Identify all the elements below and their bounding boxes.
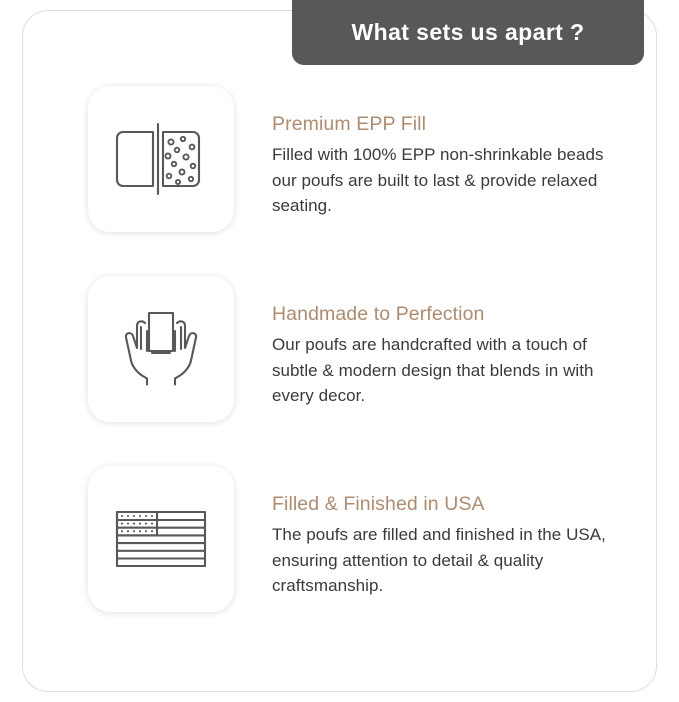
page-title: What sets us apart ?	[351, 19, 585, 45]
header-badge	[292, 0, 644, 65]
handmade-hands-icon	[111, 301, 211, 397]
feature-text	[234, 466, 616, 599]
feature-description: Our poufs are handcrafted with a touch of subtle & modern design that blends in with every decor.	[272, 335, 594, 406]
list-item	[0, 86, 679, 232]
feature-text	[234, 86, 616, 219]
feature-list	[0, 86, 679, 656]
feature-text	[234, 276, 616, 409]
feature-title: Filled & Finished in USA	[272, 493, 485, 515]
icon-tile	[88, 86, 234, 232]
usa-flag-icon	[109, 500, 213, 578]
icon-tile	[88, 466, 234, 612]
list-item	[0, 276, 679, 422]
feature-description: The poufs are filled and finished in the USA, ensuring attention to detail & quality craftsmanship.	[272, 525, 606, 596]
icon-tile	[88, 276, 234, 422]
feature-description: Filled with 100% EPP non-shrinkable beads our poufs are built to last & provide relaxed seating.	[272, 145, 604, 216]
epp-foam-beads-icon	[111, 116, 211, 202]
list-item	[0, 466, 679, 612]
feature-title: Premium EPP Fill	[272, 113, 427, 135]
feature-title: Handmade to Perfection	[272, 303, 485, 325]
